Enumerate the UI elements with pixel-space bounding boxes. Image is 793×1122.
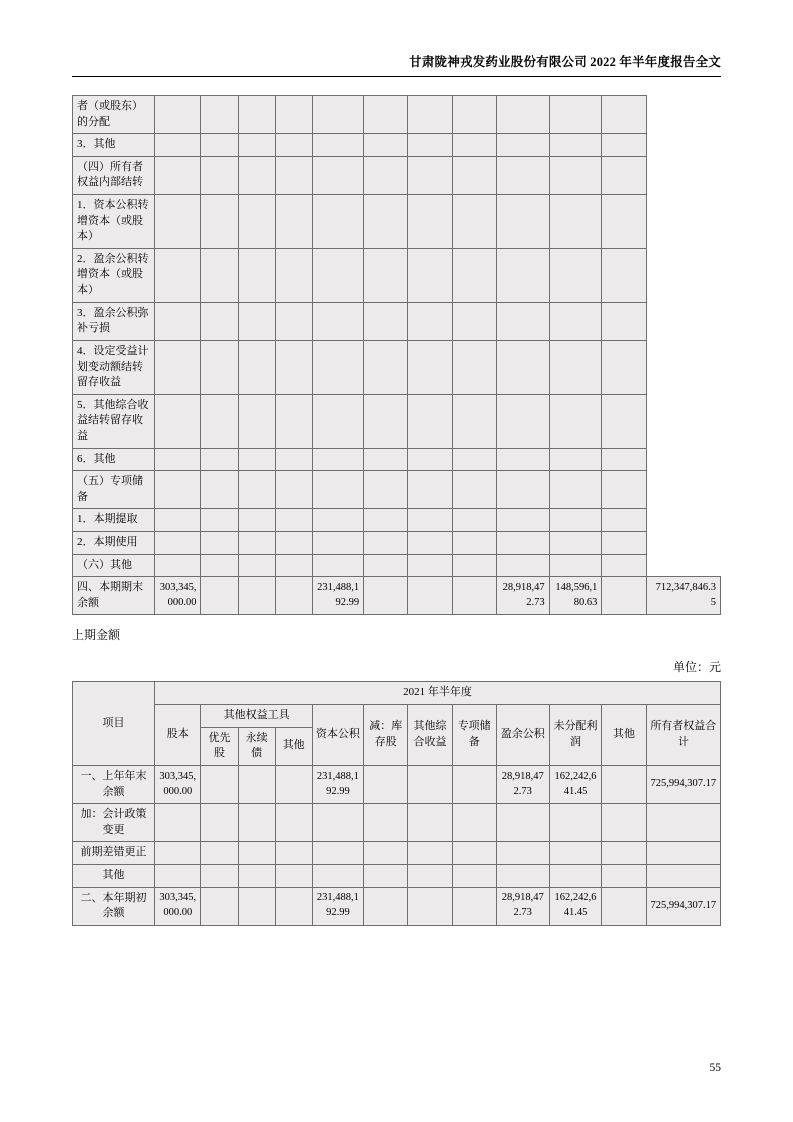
cell-empty: [602, 394, 646, 448]
cell-empty: [646, 864, 720, 887]
cell-empty: [452, 577, 496, 615]
row-label: 1．本期提取: [73, 509, 155, 532]
cell-empty: [452, 532, 496, 555]
cell-empty: [496, 532, 549, 555]
cell-empty: [155, 302, 201, 340]
table2-col-capital-reserve: 资本公积: [312, 705, 363, 766]
cell-empty: [408, 134, 452, 157]
cell-empty: [602, 340, 646, 394]
cell-empty: [201, 864, 238, 887]
cell-value: 231,488,192.99: [312, 887, 363, 925]
table2-col-preferred-shares: 优先股: [201, 727, 238, 765]
cell-empty: [155, 394, 201, 448]
cell-empty: [452, 554, 496, 577]
cell-empty: [238, 394, 275, 448]
cell-empty: [155, 156, 201, 194]
cell-empty: [408, 195, 452, 249]
cell-empty: [408, 509, 452, 532]
table-row: [73, 195, 721, 249]
cell-empty: [602, 804, 646, 842]
row-label: 其他: [73, 864, 155, 887]
cell-empty: [364, 804, 408, 842]
table2-col-perpetual-bonds: 永续债: [238, 727, 275, 765]
cell-empty: [201, 554, 238, 577]
table-row: [73, 134, 721, 157]
table-row: [73, 864, 721, 887]
table-row: [73, 887, 721, 925]
table-row: [73, 804, 721, 842]
table-row: [73, 765, 721, 803]
table-row: [73, 509, 721, 532]
cell-empty: [238, 195, 275, 249]
cell-empty: [275, 509, 312, 532]
cell-empty: [238, 448, 275, 471]
cell-empty: [452, 471, 496, 509]
cell-empty: [201, 448, 238, 471]
cell-empty: [155, 471, 201, 509]
cell-empty: [452, 765, 496, 803]
cell-empty: [452, 134, 496, 157]
row-label: 3．其他: [73, 134, 155, 157]
cell-empty: [312, 156, 363, 194]
cell-empty: [275, 532, 312, 555]
cell-empty: [602, 887, 646, 925]
cell-empty: [312, 471, 363, 509]
cell-empty: [201, 471, 238, 509]
cell-empty: [238, 842, 275, 865]
cell-empty: [155, 532, 201, 555]
cell-empty: [312, 509, 363, 532]
cell-empty: [238, 804, 275, 842]
cell-value: 28,918,472.73: [496, 887, 549, 925]
cell-empty: [496, 448, 549, 471]
cell-empty: [312, 448, 363, 471]
cell-empty: [452, 509, 496, 532]
page-number: 55: [709, 1062, 721, 1074]
cell-empty: [201, 340, 238, 394]
cell-empty: [496, 804, 549, 842]
table-row: [73, 394, 721, 448]
cell-empty: [452, 195, 496, 249]
cell-value: 712,347,846.35: [646, 577, 720, 615]
table2-col-treasury-stock: 减：库存股: [364, 705, 408, 766]
cell-empty: [364, 448, 408, 471]
cell-empty: [496, 471, 549, 509]
cell-empty: [602, 471, 646, 509]
cell-empty: [238, 471, 275, 509]
row-label: 四、本期期末余额: [73, 577, 155, 615]
cell-empty: [364, 864, 408, 887]
cell-empty: [155, 96, 201, 134]
cell-empty: [238, 134, 275, 157]
cell-empty: [602, 302, 646, 340]
row-label: 1．资本公积转增资本（或股本）: [73, 195, 155, 249]
cell-empty: [155, 842, 201, 865]
cell-empty: [238, 577, 275, 615]
cell-empty: [602, 448, 646, 471]
row-label: 前期差错更正: [73, 842, 155, 865]
cell-empty: [602, 554, 646, 577]
cell-empty: [155, 804, 201, 842]
cell-empty: [201, 302, 238, 340]
table2-col-special-reserve: 专项储备: [452, 705, 496, 766]
cell-empty: [238, 302, 275, 340]
cell-empty: [496, 864, 549, 887]
cell-empty: [364, 765, 408, 803]
cell-empty: [364, 394, 408, 448]
table-row: [73, 248, 721, 302]
cell-empty: [312, 394, 363, 448]
row-label: 6．其他: [73, 448, 155, 471]
table-row: [73, 471, 721, 509]
cell-value: 303,345,000.00: [155, 577, 201, 615]
cell-value: 303,345,000.00: [155, 765, 201, 803]
row-label: 4．设定受益计划变动额结转留存收益: [73, 340, 155, 394]
cell-empty: [155, 509, 201, 532]
cell-empty: [364, 156, 408, 194]
cell-empty: [201, 134, 238, 157]
row-label: （六）其他: [73, 554, 155, 577]
table-row: [73, 842, 721, 865]
cell-empty: [201, 577, 238, 615]
table2-col-surplus-reserve: 盈余公积: [496, 705, 549, 766]
cell-empty: [364, 532, 408, 555]
cell-empty: [275, 394, 312, 448]
header-title: 甘肃陇神戎发药业股份有限公司 2022 年半年度报告全文: [409, 55, 721, 69]
cell-empty: [602, 842, 646, 865]
table2-group-row: [73, 705, 721, 728]
cell-empty: [312, 134, 363, 157]
cell-empty: [408, 448, 452, 471]
cell-empty: [452, 448, 496, 471]
cell-empty: [549, 804, 602, 842]
cell-empty: [602, 134, 646, 157]
cell-empty: [312, 532, 363, 555]
cell-empty: [496, 248, 549, 302]
cell-empty: [238, 248, 275, 302]
table-row: [73, 340, 721, 394]
cell-empty: [238, 864, 275, 887]
cell-value: 725,994,307.17: [646, 887, 720, 925]
cell-empty: [238, 765, 275, 803]
table-row: [73, 577, 721, 615]
cell-empty: [275, 302, 312, 340]
cell-empty: [549, 471, 602, 509]
cell-empty: [275, 156, 312, 194]
cell-empty: [238, 340, 275, 394]
cell-empty: [496, 134, 549, 157]
cell-empty: [646, 804, 720, 842]
cell-empty: [549, 842, 602, 865]
cell-empty: [364, 96, 408, 134]
row-label: 加：会计政策变更: [73, 804, 155, 842]
cell-empty: [275, 804, 312, 842]
cell-empty: [364, 577, 408, 615]
cell-empty: [549, 134, 602, 157]
cell-empty: [602, 195, 646, 249]
table2-col-undistributed-profit: 未分配利润: [549, 705, 602, 766]
cell-empty: [408, 248, 452, 302]
cell-empty: [496, 340, 549, 394]
cell-empty: [496, 156, 549, 194]
cell-empty: [408, 340, 452, 394]
cell-empty: [452, 340, 496, 394]
cell-empty: [496, 96, 549, 134]
cell-empty: [155, 134, 201, 157]
cell-empty: [312, 864, 363, 887]
cell-empty: [312, 842, 363, 865]
table-row: [73, 96, 721, 134]
row-label: 二、本年期初余额: [73, 887, 155, 925]
row-label: 2．盈余公积转增资本（或股本）: [73, 248, 155, 302]
row-label: 5．其他综合收益结转留存收益: [73, 394, 155, 448]
table2-col-other: 其他: [602, 705, 646, 766]
cell-empty: [201, 804, 238, 842]
cell-empty: [238, 532, 275, 555]
header-rule: [72, 76, 721, 77]
cell-empty: [452, 887, 496, 925]
cell-empty: [275, 577, 312, 615]
cell-empty: [312, 340, 363, 394]
cell-empty: [364, 509, 408, 532]
cell-empty: [155, 864, 201, 887]
cell-value: 148,596,180.63: [549, 577, 602, 615]
cell-empty: [549, 532, 602, 555]
table2-col-total-equity: 所有者权益合计: [646, 705, 720, 766]
unit-label: 单位：元: [672, 660, 721, 675]
cell-empty: [602, 96, 646, 134]
cell-empty: [549, 248, 602, 302]
cell-empty: [155, 448, 201, 471]
table2-period-row: [73, 682, 721, 705]
cell-value: 725,994,307.17: [646, 765, 720, 803]
cell-empty: [364, 842, 408, 865]
cell-empty: [408, 765, 452, 803]
row-label: （四）所有者权益内部结转: [73, 156, 155, 194]
cell-empty: [496, 554, 549, 577]
cell-empty: [408, 842, 452, 865]
row-label: 一、上年年末余额: [73, 765, 155, 803]
cell-empty: [275, 134, 312, 157]
cell-empty: [275, 448, 312, 471]
table-row: [73, 156, 721, 194]
cell-empty: [549, 394, 602, 448]
cell-empty: [408, 156, 452, 194]
cell-empty: [201, 509, 238, 532]
cell-empty: [275, 248, 312, 302]
table-row: [73, 448, 721, 471]
cell-empty: [201, 765, 238, 803]
cell-empty: [602, 156, 646, 194]
cell-empty: [496, 195, 549, 249]
cell-empty: [549, 195, 602, 249]
cell-empty: [549, 509, 602, 532]
cell-empty: [496, 302, 549, 340]
row-label: （五）专项储备: [73, 471, 155, 509]
cell-empty: [312, 248, 363, 302]
cell-empty: [155, 195, 201, 249]
cell-value: 162,242,641.45: [549, 887, 602, 925]
cell-empty: [452, 842, 496, 865]
cell-empty: [155, 554, 201, 577]
cell-empty: [238, 96, 275, 134]
cell-empty: [602, 248, 646, 302]
cell-empty: [602, 864, 646, 887]
cell-empty: [275, 340, 312, 394]
table2-col-other-instruments: 其他: [275, 727, 312, 765]
cell-empty: [549, 864, 602, 887]
cell-empty: [201, 248, 238, 302]
row-label: 2．本期使用: [73, 532, 155, 555]
cell-empty: [275, 887, 312, 925]
cell-empty: [364, 471, 408, 509]
cell-empty: [408, 302, 452, 340]
cell-empty: [312, 96, 363, 134]
cell-empty: [275, 195, 312, 249]
cell-empty: [155, 340, 201, 394]
cell-empty: [275, 554, 312, 577]
cell-empty: [452, 394, 496, 448]
cell-empty: [602, 577, 646, 615]
cell-empty: [408, 804, 452, 842]
cell-empty: [364, 887, 408, 925]
cell-empty: [549, 340, 602, 394]
cell-empty: [549, 96, 602, 134]
cell-empty: [452, 864, 496, 887]
cell-empty: [201, 842, 238, 865]
table2-col-share-capital: 股本: [155, 705, 201, 766]
cell-empty: [646, 842, 720, 865]
cell-value: 303,345,000.00: [155, 887, 201, 925]
cell-empty: [201, 156, 238, 194]
cell-empty: [312, 195, 363, 249]
table-row: [73, 554, 721, 577]
cell-value: 231,488,192.99: [312, 765, 363, 803]
cell-empty: [275, 471, 312, 509]
cell-empty: [452, 804, 496, 842]
table-row: [73, 302, 721, 340]
table2-col-other-comprehensive-income: 其他综合收益: [408, 705, 452, 766]
cell-empty: [408, 887, 452, 925]
table-row: [73, 532, 721, 555]
cell-empty: [238, 887, 275, 925]
cell-empty: [549, 554, 602, 577]
cell-empty: [496, 842, 549, 865]
cell-empty: [452, 96, 496, 134]
cell-empty: [408, 577, 452, 615]
cell-value: 28,918,472.73: [496, 765, 549, 803]
cell-empty: [549, 156, 602, 194]
cell-empty: [364, 195, 408, 249]
cell-empty: [201, 394, 238, 448]
cell-empty: [201, 887, 238, 925]
cell-empty: [364, 554, 408, 577]
cell-empty: [452, 156, 496, 194]
cell-value: 28,918,472.73: [496, 577, 549, 615]
cell-empty: [408, 394, 452, 448]
cell-empty: [408, 96, 452, 134]
cell-empty: [452, 248, 496, 302]
cell-empty: [275, 96, 312, 134]
cell-empty: [238, 156, 275, 194]
cell-empty: [364, 302, 408, 340]
cell-empty: [602, 765, 646, 803]
table2-item-header: 项目: [73, 682, 155, 765]
cell-value: 231,488,192.99: [312, 577, 363, 615]
cell-empty: [312, 302, 363, 340]
cell-empty: [275, 842, 312, 865]
cell-empty: [408, 554, 452, 577]
cell-empty: [602, 532, 646, 555]
cell-empty: [275, 765, 312, 803]
cell-empty: [364, 340, 408, 394]
cell-empty: [364, 134, 408, 157]
cell-empty: [201, 532, 238, 555]
page-header: [72, 0, 721, 70]
row-label: 3．盈余公积弥补亏损: [73, 302, 155, 340]
cell-empty: [275, 864, 312, 887]
cell-empty: [312, 554, 363, 577]
table2-col-other-equity-group: 其他权益工具: [201, 705, 312, 728]
equity-change-table-current: [72, 95, 721, 615]
cell-empty: [496, 509, 549, 532]
cell-empty: [549, 448, 602, 471]
equity-change-table-previous: [72, 681, 721, 925]
cell-empty: [155, 248, 201, 302]
cell-empty: [312, 804, 363, 842]
cell-empty: [201, 96, 238, 134]
cell-empty: [452, 302, 496, 340]
cell-empty: [238, 554, 275, 577]
cell-empty: [549, 302, 602, 340]
cell-empty: [408, 471, 452, 509]
cell-empty: [201, 195, 238, 249]
cell-empty: [496, 394, 549, 448]
cell-empty: [602, 509, 646, 532]
row-label: 者（或股东）的分配: [73, 96, 155, 134]
cell-empty: [238, 509, 275, 532]
table2-period-header: 2021 年半年度: [155, 682, 721, 705]
cell-empty: [408, 864, 452, 887]
cell-value: 162,242,641.45: [549, 765, 602, 803]
cell-empty: [408, 532, 452, 555]
cell-empty: [364, 248, 408, 302]
prev-period-label: 上期金额: [72, 628, 121, 643]
